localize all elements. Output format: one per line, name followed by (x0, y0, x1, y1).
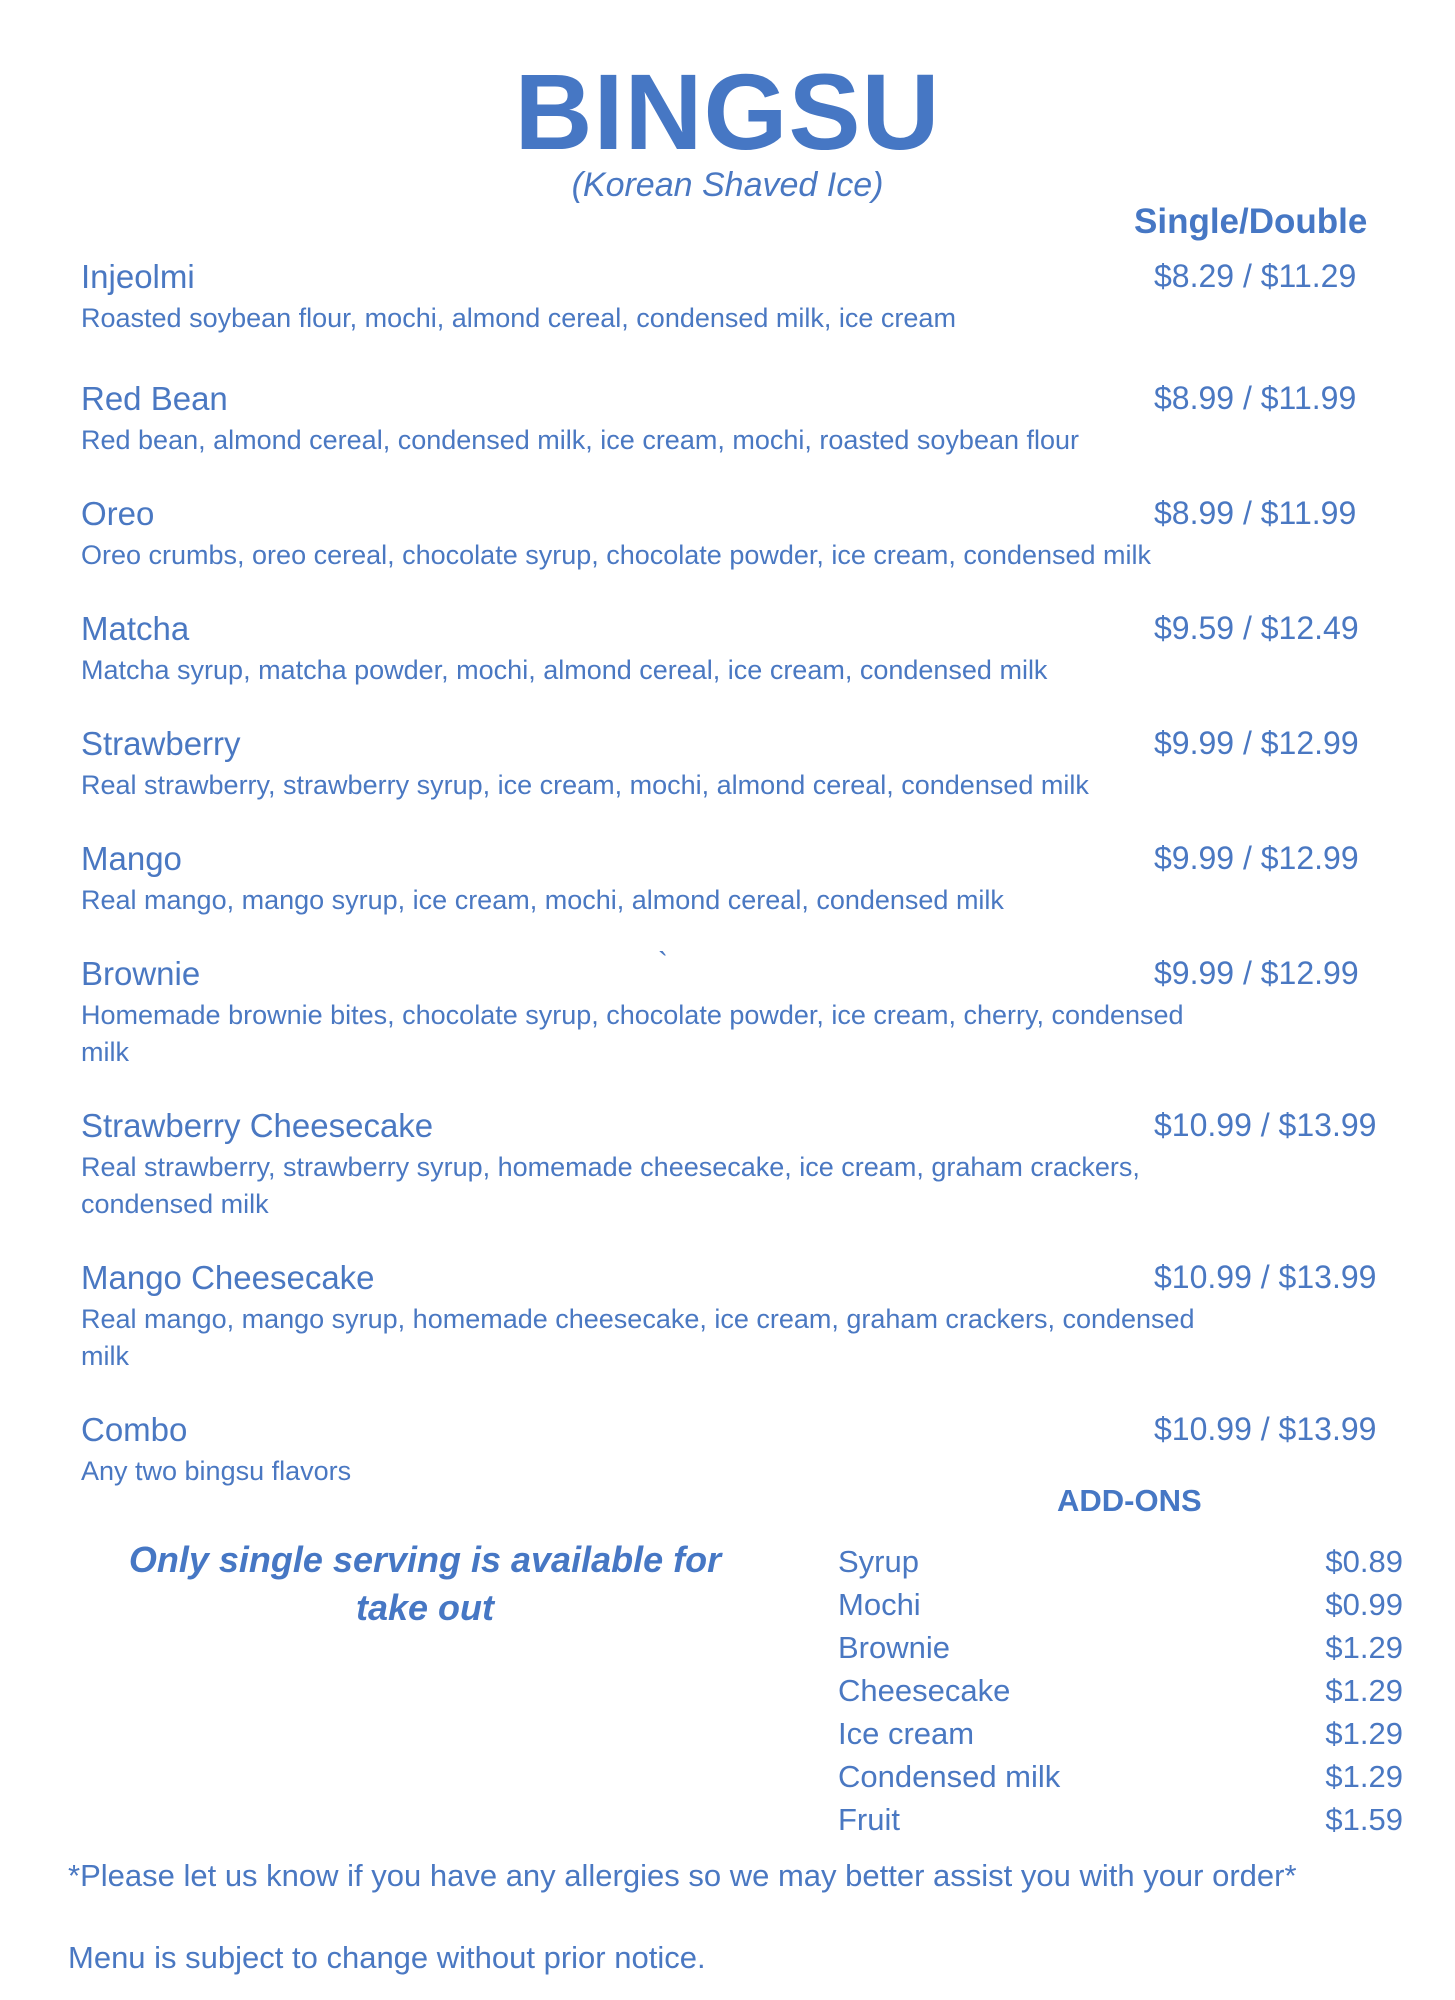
menu-title: BINGSU (514, 51, 941, 172)
item-name: Combo (81, 1411, 188, 1448)
item-price: $8.99 / $11.99 (1154, 495, 1357, 531)
item-description: Oreo crumbs, oreo cereal, chocolate syrup, chocolate powder, ice cream, condensed milk (81, 540, 1152, 570)
item-description: Real mango, mango syrup, homemade cheesecake, ice cream, graham crackers, condensed milk (81, 1304, 1195, 1371)
price-column-header: Single/Double (1134, 202, 1368, 241)
item-price: $9.99 / $12.99 (1154, 725, 1359, 761)
addon-price: $0.89 (1325, 1544, 1403, 1579)
item-name: Matcha (81, 610, 190, 647)
addon-price: $1.29 (1325, 1673, 1403, 1708)
item-name: Brownie (81, 955, 201, 992)
item-price: $8.29 / $11.29 (1154, 258, 1357, 294)
addon-name: Mochi (838, 1587, 921, 1622)
item-name: Oreo (81, 495, 155, 532)
item-description: Real mango, mango syrup, ice cream, mochi, almond cereal, condensed milk (81, 885, 1004, 915)
item-description: Matcha syrup, matcha powder, mochi, almond cereal, ice cream, condensed milk (81, 655, 1048, 685)
addon-item (838, 1759, 1403, 1802)
addon-price: $0.99 (1325, 1587, 1403, 1622)
item-name: Mango (81, 840, 182, 877)
addon-name: Fruit (838, 1802, 900, 1837)
addon-name: Condensed milk (838, 1759, 1061, 1794)
allergy-note: *Please let us know if you have any allergies so we may better assist you with your order* (68, 1858, 1297, 1893)
change-notice: Menu is subject to change without prior notice. (68, 1940, 706, 1975)
addon-item (838, 1587, 1403, 1630)
item-name: Mango Cheesecake (81, 1259, 375, 1296)
addon-item (838, 1716, 1403, 1759)
item-price: $10.99 / $13.99 (1154, 1259, 1377, 1295)
item-price: $8.99 / $11.99 (1154, 380, 1357, 416)
item-price: $9.59 / $12.49 (1154, 610, 1359, 646)
addon-price: $1.29 (1325, 1716, 1403, 1751)
item-name: Red Bean (81, 380, 228, 417)
menu-subtitle: (Korean Shaved Ice) (571, 166, 884, 204)
item-description: Any two bingsu flavors (81, 1456, 352, 1486)
item-name: Strawberry (81, 725, 241, 762)
item-price: $10.99 / $13.99 (1154, 1411, 1377, 1447)
item-name: Injeolmi (81, 258, 195, 295)
addon-item (838, 1544, 1403, 1587)
takeout-note: Only single serving is available for take out (128, 1539, 722, 1628)
item-name: Strawberry Cheesecake (81, 1107, 434, 1144)
item-price: $9.99 / $12.99 (1154, 955, 1359, 991)
addon-name: Syrup (838, 1544, 919, 1579)
addon-price: $1.29 (1325, 1630, 1403, 1665)
addon-name: Cheesecake (838, 1673, 1011, 1708)
addon-name: Brownie (838, 1630, 950, 1665)
stray-mark: ` (658, 947, 668, 980)
item-description: Homemade brownie bites, chocolate syrup, chocolate powder, ice cream, cherry, condensed milk (81, 1000, 1184, 1067)
addon-item (838, 1630, 1403, 1673)
item-price: $9.99 / $12.99 (1154, 840, 1359, 876)
item-description: Red bean, almond cereal, condensed milk, ice cream, mochi, roasted soybean flour (81, 425, 1080, 455)
addon-item (838, 1673, 1403, 1716)
item-description: Real strawberry, strawberry syrup, homemade cheesecake, ice cream, graham crackers, condensed milk (81, 1152, 1140, 1219)
item-description: Roasted soybean flour, mochi, almond cereal, condensed milk, ice cream (81, 303, 956, 333)
item-description: Real strawberry, strawberry syrup, ice cream, mochi, almond cereal, condensed milk (81, 770, 1089, 800)
item-price: $10.99 / $13.99 (1154, 1107, 1377, 1143)
addon-price: $1.59 (1325, 1802, 1403, 1837)
addon-price: $1.29 (1325, 1759, 1403, 1794)
addon-name: Ice cream (838, 1716, 975, 1751)
addons-title: ADD-ONS (1057, 1483, 1202, 1518)
addon-item (838, 1802, 1403, 1845)
